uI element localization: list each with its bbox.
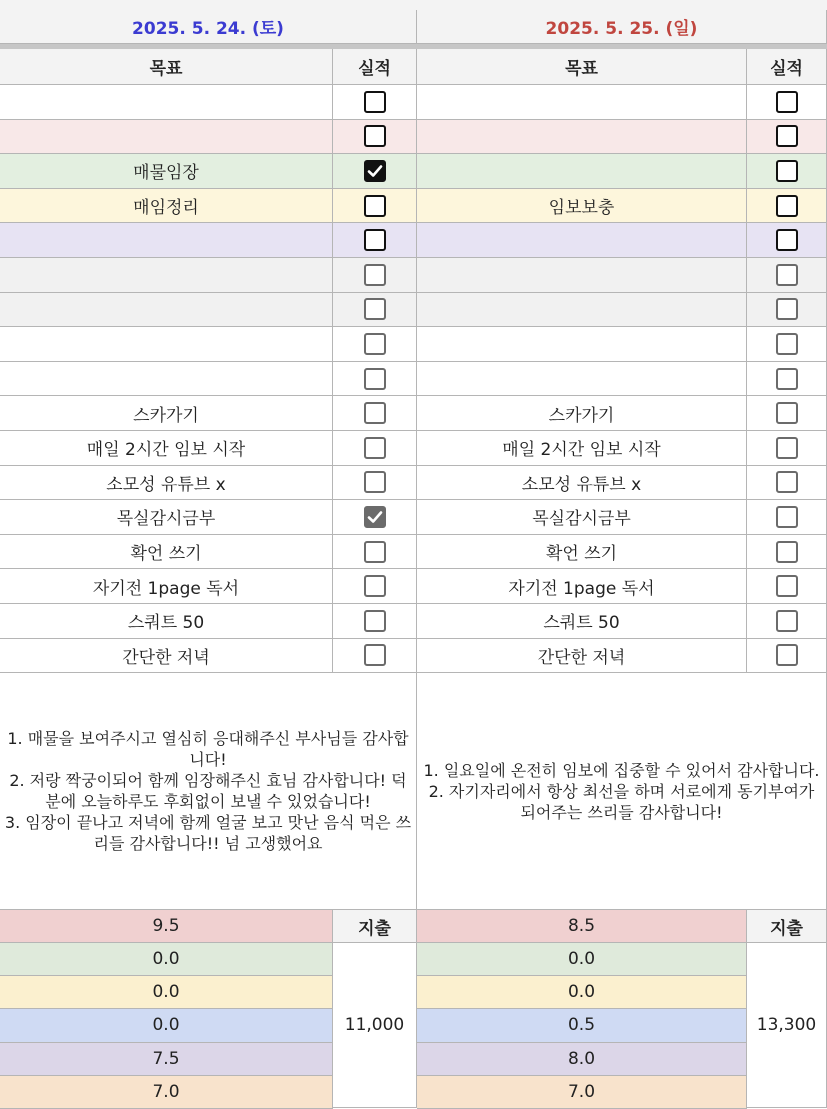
done-column-header <box>333 49 417 85</box>
hours-value: 7.5 <box>152 1048 180 1069</box>
expense-value-cell <box>333 943 417 1108</box>
done-cell <box>333 431 417 466</box>
checkbox[interactable] <box>776 195 798 217</box>
done-cell <box>747 569 827 604</box>
goal-text: 매물임장 <box>133 163 199 184</box>
goal-cell[interactable] <box>417 569 747 604</box>
date-label: 2025. 5. 25. (일) <box>545 19 698 39</box>
done-cell <box>333 120 417 155</box>
goal-cell[interactable] <box>0 85 333 120</box>
goal-cell[interactable] <box>0 293 333 328</box>
done-cell <box>333 293 417 328</box>
expense-value: 11,000 <box>344 1015 405 1035</box>
goal-text: 임보보충 <box>548 198 615 219</box>
goal-cell[interactable] <box>417 431 747 466</box>
expense-label: 지출 <box>770 918 803 939</box>
checkmark-icon <box>366 162 384 180</box>
done-cell <box>747 258 827 293</box>
goal-cell[interactable] <box>0 466 333 501</box>
goal-text: 확언 쓰기 <box>545 544 618 565</box>
hours-value: 0.0 <box>567 982 596 1003</box>
goal-cell[interactable] <box>0 604 333 639</box>
checkbox[interactable] <box>364 298 386 320</box>
goal-text: 목실감시금부 <box>116 509 216 530</box>
done-cell <box>333 500 417 535</box>
checkbox[interactable] <box>364 575 386 597</box>
goal-cell[interactable] <box>417 535 747 570</box>
checkbox[interactable] <box>364 437 386 459</box>
hours-cell <box>0 1043 333 1076</box>
done-cell <box>333 604 417 639</box>
checkmark-icon <box>366 508 384 526</box>
checkbox[interactable] <box>364 402 386 424</box>
goal-cell[interactable] <box>417 85 747 120</box>
checkbox[interactable] <box>776 91 798 113</box>
checkbox[interactable] <box>776 644 798 666</box>
goal-cell[interactable] <box>0 223 333 258</box>
goal-cell[interactable] <box>417 258 747 293</box>
goal-cell[interactable] <box>417 466 747 501</box>
done-cell <box>747 639 827 674</box>
date-label: 2025. 5. 24. (토) <box>132 19 284 39</box>
hours-value: 8.5 <box>567 916 596 936</box>
expense-label-cell <box>333 910 417 943</box>
goal-text: 스쿼트 50 <box>127 613 205 634</box>
hours-cell <box>0 976 333 1009</box>
done-cell <box>333 154 417 189</box>
checkbox[interactable] <box>364 333 386 355</box>
hours-cell <box>417 943 747 976</box>
hours-cell <box>0 910 333 943</box>
hours-value: 8.0 <box>567 1048 596 1069</box>
hours-value: 0.5 <box>567 1015 596 1036</box>
goal-cell[interactable] <box>417 396 747 431</box>
done-cell <box>747 223 827 258</box>
gratitude-text: 1. 일요일에 온전히 임보에 집중할 수 있어서 감사합니다. 2. 자기자리에서 항상 최선을 하며 서로에게 동기부여가 되어주는 쓰리들 감사합니다! <box>423 760 820 822</box>
done-cell <box>747 362 827 397</box>
checkbox[interactable] <box>364 610 386 632</box>
hours-value: 0.0 <box>152 982 180 1003</box>
done-cell <box>747 293 827 328</box>
goal-cell[interactable] <box>0 500 333 535</box>
checkbox[interactable] <box>776 610 798 632</box>
goal-column-header <box>417 49 747 85</box>
done-cell <box>333 466 417 501</box>
checkbox[interactable] <box>776 541 798 563</box>
checkbox[interactable] <box>776 160 798 182</box>
goal-cell[interactable] <box>0 327 333 362</box>
goal-cell[interactable] <box>417 639 747 674</box>
goal-cell[interactable] <box>0 362 333 397</box>
done-header-label: 실적 <box>358 59 391 79</box>
goal-cell[interactable] <box>0 154 333 189</box>
goal-text: 자기전 1page 독서 <box>508 578 655 599</box>
expense-label-cell <box>747 910 827 943</box>
goal-text: 매임정리 <box>133 198 199 219</box>
checkbox[interactable] <box>776 264 798 286</box>
date-header <box>417 10 827 44</box>
done-cell <box>747 154 827 189</box>
hours-value: 7.0 <box>152 1081 180 1102</box>
hours-value: 7.0 <box>567 1081 596 1102</box>
goal-text: 스쿼트 50 <box>543 613 620 634</box>
done-cell <box>333 223 417 258</box>
done-cell <box>333 639 417 674</box>
goal-text: 매일 2시간 임보 시작 <box>502 440 661 461</box>
done-cell <box>333 396 417 431</box>
goal-cell[interactable] <box>0 258 333 293</box>
done-cell <box>747 85 827 120</box>
done-cell <box>333 535 417 570</box>
checkbox[interactable] <box>364 264 386 286</box>
checkbox[interactable] <box>364 125 386 147</box>
checkbox[interactable] <box>776 229 798 251</box>
goal-column-header <box>0 49 333 85</box>
checkbox[interactable] <box>776 125 798 147</box>
checkbox[interactable] <box>776 575 798 597</box>
goal-text: 소모성 유튜브 x <box>521 474 642 495</box>
checkbox[interactable] <box>776 471 798 493</box>
done-cell <box>333 569 417 604</box>
done-cell <box>747 120 827 155</box>
expense-value-cell <box>747 943 827 1108</box>
goal-text: 스카가기 <box>133 405 199 426</box>
goal-text: 자기전 1page 독서 <box>92 578 240 599</box>
goal-cell[interactable] <box>417 120 747 155</box>
done-cell <box>747 500 827 535</box>
done-cell <box>747 431 827 466</box>
hours-value: 0.0 <box>567 949 596 970</box>
checkbox[interactable] <box>364 91 386 113</box>
goal-cell[interactable] <box>417 500 747 535</box>
checkbox[interactable] <box>776 506 798 528</box>
done-cell <box>747 396 827 431</box>
hours-cell <box>0 1076 333 1109</box>
goal-cell[interactable] <box>417 293 747 328</box>
gratitude-text: 1. 매물을 보여주시고 열심히 응대해주신 부사님들 감사합니다! 2. 저랑 짝궁이되어 함께 임장해주신 효님 감사합니다! 덕분에 오늘하루도 후회없이 보낼 수 있었습니다! 3. 임장이 끝나고 저녁에 함께 얼굴 보고 맛난 음식 먹은 쓰리들 감사합니다!! 넘 고생했어요 <box>4 729 412 854</box>
hours-cell <box>417 910 747 943</box>
hours-value: 0.0 <box>152 949 180 970</box>
hours-cell <box>417 976 747 1009</box>
hours-cell <box>0 1009 333 1042</box>
goal-header-label: 목표 <box>149 59 183 79</box>
goal-cell[interactable] <box>417 223 747 258</box>
goal-cell[interactable] <box>0 431 333 466</box>
goal-text: 확언 쓰기 <box>130 544 202 565</box>
done-cell <box>747 604 827 639</box>
done-cell <box>747 535 827 570</box>
goal-text: 소모성 유튜브 x <box>106 474 226 495</box>
checkbox[interactable] <box>364 229 386 251</box>
date-header <box>0 10 417 44</box>
expense-value: 13,300 <box>756 1015 817 1035</box>
checkbox-checked[interactable] <box>364 160 386 182</box>
done-header-label: 실적 <box>770 59 803 79</box>
date-divider <box>0 44 827 49</box>
goal-cell[interactable] <box>0 189 333 224</box>
expense-label: 지출 <box>358 918 391 939</box>
goal-cell[interactable] <box>417 362 747 397</box>
checkbox[interactable] <box>364 368 386 390</box>
goal-cell[interactable] <box>0 396 333 431</box>
checkbox[interactable] <box>776 298 798 320</box>
checkbox[interactable] <box>364 541 386 563</box>
done-cell <box>333 327 417 362</box>
goal-header-label: 목표 <box>565 59 598 79</box>
checkbox[interactable] <box>364 195 386 217</box>
hours-value: 0.0 <box>152 1015 180 1036</box>
goal-cell[interactable] <box>417 327 747 362</box>
done-cell <box>333 362 417 397</box>
done-column-header <box>747 49 827 85</box>
checkbox[interactable] <box>776 368 798 390</box>
goal-cell[interactable] <box>417 189 747 224</box>
checkbox[interactable] <box>364 644 386 666</box>
goal-text: 간단한 저녁 <box>122 647 210 668</box>
goal-text: 스카가기 <box>548 405 615 426</box>
goal-cell[interactable] <box>0 639 333 674</box>
checkbox[interactable] <box>776 402 798 424</box>
goal-cell[interactable] <box>0 569 333 604</box>
done-cell <box>333 189 417 224</box>
checkbox[interactable] <box>364 471 386 493</box>
goal-cell[interactable] <box>0 120 333 155</box>
done-cell <box>747 466 827 501</box>
checkbox[interactable] <box>776 437 798 459</box>
hours-cell <box>417 1009 747 1042</box>
gratitude-note[interactable] <box>417 673 827 910</box>
hours-cell <box>417 1076 747 1109</box>
goal-text: 매일 2시간 임보 시작 <box>86 440 246 461</box>
hours-cell <box>0 943 333 976</box>
done-cell <box>333 85 417 120</box>
goal-cell[interactable] <box>417 604 747 639</box>
goal-cell[interactable] <box>0 535 333 570</box>
gratitude-note[interactable] <box>0 673 417 910</box>
checkbox-checked[interactable] <box>364 506 386 528</box>
goal-text: 간단한 저녁 <box>537 647 626 668</box>
checkbox[interactable] <box>776 333 798 355</box>
goal-text: 목실감시금부 <box>532 509 631 530</box>
hours-value: 9.5 <box>152 916 180 936</box>
done-cell <box>333 258 417 293</box>
done-cell <box>747 327 827 362</box>
done-cell <box>747 189 827 224</box>
hours-cell <box>417 1043 747 1076</box>
goal-cell[interactable] <box>417 154 747 189</box>
